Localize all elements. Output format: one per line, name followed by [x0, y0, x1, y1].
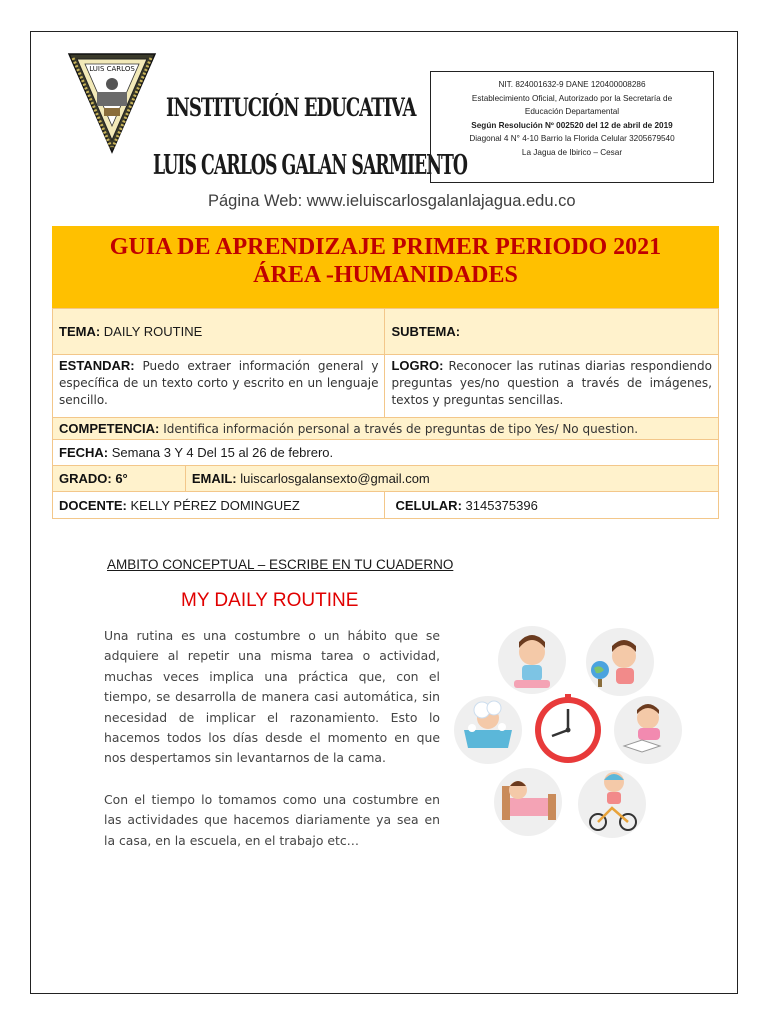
girl-reading-icon [614, 696, 682, 764]
institution-info-box [430, 71, 714, 183]
tema-label: TEMA: [59, 324, 101, 339]
address-line: Diagonal 4 N° 4-10 Barrio la Florida Celular 3205679540 [469, 134, 675, 143]
ambito-heading: AMBITO CONCEPTUAL – ESCRIBE EN TU CUADERNO [107, 557, 454, 572]
city-line: La Jagua de Ibirico – Cesar [521, 147, 623, 157]
subtema-label: SUBTEMA: [391, 324, 461, 339]
docente-label: DOCENTE: [59, 497, 127, 513]
institution-name-line1: INSTITUCIÓN EDUCATIVA [166, 93, 416, 122]
guide-info-table [52, 308, 719, 519]
establishment-line: Establecimiento Oficial, Autorizado por la Secretaría de [471, 93, 673, 103]
logro-value: Reconocer las rutinas diarias respondiendo preguntas yes/no question a través de imágenes, textos y preguntas sencillas. [391, 359, 712, 407]
girl-going-to-bed-icon [494, 768, 562, 836]
girl-studying-globe-icon [586, 628, 654, 696]
estandar-cell [53, 355, 385, 418]
grado-cell [53, 466, 186, 492]
fecha-value: Semana 3 Y 4 Del 15 al 26 de febrero. [111, 445, 334, 460]
girl-waking-up-icon [498, 626, 566, 694]
email-value[interactable]: luiscarlosgalansexto@gmail.com [240, 471, 430, 486]
celular-value: 3145375396 [465, 497, 538, 513]
guide-title-banner [52, 226, 719, 308]
fecha-cell [53, 440, 719, 466]
daily-routine-illustration [452, 618, 688, 858]
table-row-fecha [53, 440, 719, 466]
fecha-label: FECHA: [59, 445, 109, 460]
subtema-cell [385, 309, 719, 355]
resolution-line: Según Resolución Nº 002520 del 12 de abril de 2019 [471, 120, 673, 130]
table-row-grado [53, 466, 719, 492]
competencia-value: Identifica información personal a través de preguntas de tipo Yes/ No question. [163, 422, 639, 436]
logo-text: LUIS CARLOS [89, 65, 135, 73]
education-department-line: Educación Departamental [524, 107, 620, 116]
celular-cell [385, 492, 719, 519]
girl-riding-bike-icon [578, 770, 646, 838]
celular-label: CELULAR: [395, 497, 462, 513]
estandar-label: ESTANDAR: [59, 358, 135, 373]
table-row-competencia [53, 418, 719, 440]
email-label: EMAIL: [191, 471, 237, 486]
webpage-link[interactable]: Página Web: www.ieluiscarlosgalanlajagua.edu.co [208, 192, 576, 210]
institution-name-line2: LUIS CARLOS GALAN SARMIENTO [153, 150, 468, 181]
school-crest-logo [67, 50, 157, 154]
competencia-cell [53, 418, 719, 440]
tema-value: DAILY ROUTINE [103, 324, 203, 339]
tema-cell [53, 309, 385, 355]
logro-cell [385, 355, 719, 418]
table-row-tema [53, 309, 719, 355]
daily-routine-title: MY DAILY ROUTINE [181, 590, 359, 611]
guide-title-line1: GUIA DE APRENDIZAJE PRIMER PERIODO 2021 [109, 234, 662, 260]
table-row-docente [53, 492, 719, 519]
logro-label: LOGRO: [391, 358, 444, 373]
nit-dane-line: NIT. 824001632-9 DANE 120400008286 [498, 80, 646, 89]
table-row-estandar [53, 355, 719, 418]
docente-value: KELLY PÉREZ DOMINGUEZ [130, 497, 300, 513]
routine-paragraph-1: Una rutina es una costumbre o un hábito que se adquiere al repetir una misma tarea o actividad, muchas veces implica una práctica que, con el tiempo, se desarrolla de manera casi automática, sin necesidad de implicar el razonamiento. Esto lo hacemos todos los días desde el momento en que nos despertamos sin levantarnos de la cama. [104, 628, 440, 766]
docente-cell [53, 492, 385, 519]
email-cell [185, 466, 718, 492]
routine-paragraph-2: Con el tiempo lo tomamos como una costumbre en las actividades que hacemos diariamente ya sea en la casa, en la escuela, en el trabajo etc… [104, 792, 440, 848]
girl-bathing-icon [454, 696, 522, 764]
guide-title-line2: ÁREA -HUMANIDADES [253, 262, 518, 288]
competencia-label: COMPETENCIA: [59, 421, 160, 436]
grado-label: GRADO: 6° [59, 471, 128, 486]
estandar-value: Puedo extraer información general y específica de un texto corto y escrito en un lenguaje sencillo. [59, 359, 379, 407]
